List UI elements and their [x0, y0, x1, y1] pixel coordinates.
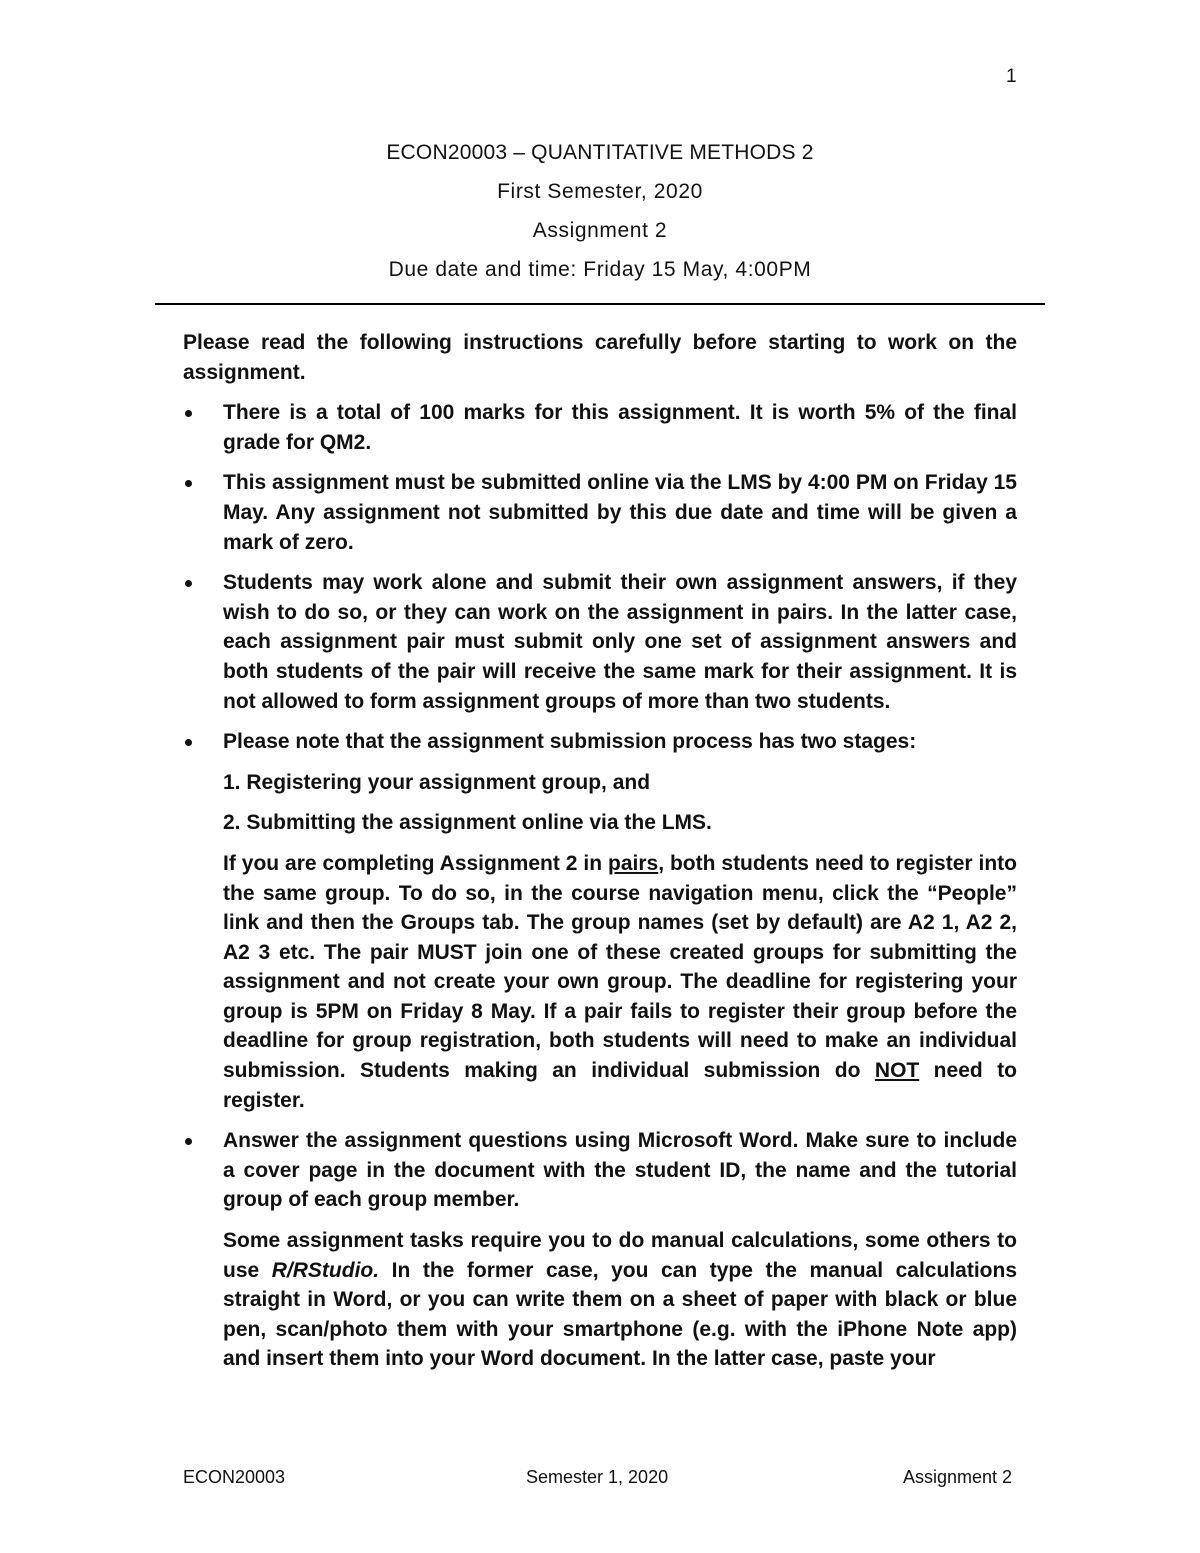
due-date-line: Due date and time: Friday 15 May, 4:00PM — [388, 258, 812, 281]
text-run: In the former case, you can type the manual calculations straight in Word, or you can write them on a sheet of paper with black or blue pen, scan/photo them with your smartphone (e.g. with the iPhone Note app) and insert them into your Word document. In the latter case, paste your — [223, 1258, 1017, 1371]
underlined-text: pairs — [608, 851, 659, 875]
bullet-text: Please note that the assignment submission process has two stages: — [223, 730, 917, 754]
list-item — [183, 727, 1017, 1115]
underlined-text: NOT — [874, 1059, 920, 1083]
header-divider — [155, 303, 1045, 305]
text-run: Some assignment tasks require you to do manual calculations, some others to use — [223, 1229, 1017, 1282]
bullet-icon — [185, 410, 192, 417]
text-run: need to register. — [223, 1059, 1017, 1112]
page-number: 1 — [1006, 66, 1017, 87]
instructions-list — [183, 398, 1017, 1374]
text-run: , both students need to register into the same group. To do so, in the course navigation menu, click the “People” link and then the Groups tab. The group names (set by default) are A2 1, A2 2, A2 3 etc. The pair MUST join one of these created groups for submitting the assignment and not create your own group. The deadline for registering your group is 5PM on Friday 8 May. If a pair fails to register their group before the deadline for group registration, both students will need to make an individual submission. Students making an individual submission do — [223, 851, 1017, 1083]
course-title: ECON20003 – QUANTITATIVE METHODS 2 — [386, 141, 814, 164]
document-header — [155, 133, 1045, 289]
bullet-text: Answer the assignment questions using Microsoft Word. Make sure to include a cover page in the document with the student ID, the name and the tutorial group of each group member. — [223, 1129, 1017, 1212]
list-item — [183, 1126, 1017, 1374]
instructions-body — [183, 328, 1017, 1385]
bullet-icon — [185, 1138, 192, 1145]
group-registration-paragraph — [223, 849, 1017, 1115]
footer-course-code: ECON20003 — [183, 1467, 286, 1487]
assignment-title: Assignment 2 — [532, 219, 668, 242]
italic-text: R/RStudio. — [271, 1258, 380, 1282]
bullet-icon — [185, 480, 192, 487]
bullet-icon — [185, 739, 192, 746]
semester-line: First Semester, 2020 — [497, 180, 703, 203]
footer-assignment: Assignment 2 — [903, 1467, 1013, 1487]
bullet-text: This assignment must be submitted online via the LMS by 4:00 PM on Friday 15 May. Any assignment not submitted by this due date and time will be given a mark of zero. — [223, 471, 1017, 554]
intro-paragraph: Please read the following instructions carefully before starting to work on the assignment. — [183, 331, 1017, 384]
list-item — [183, 468, 1017, 557]
footer-semester: Semester 1, 2020 — [526, 1467, 669, 1487]
bullet-text: There is a total of 100 marks for this assignment. It is worth 5% of the final grade for QM2. — [223, 401, 1017, 454]
stage-item: 1. Registering your assignment group, and — [223, 770, 651, 794]
stage-item: 2. Submitting the assignment online via the LMS. — [223, 811, 712, 835]
calculations-paragraph — [223, 1226, 1017, 1374]
bullet-text: Students may work alone and submit their own assignment answers, if they wish to do so, or they can work on the assignment in pairs. In the latter case, each assignment pair must submit only one set of assignment answers and both students of the pair will receive the same mark for their assignment. It is not allowed to form assignment groups of more than two students. — [223, 571, 1017, 713]
list-item — [183, 398, 1017, 457]
list-item — [183, 568, 1017, 716]
bullet-icon — [185, 580, 192, 587]
text-run: If you are completing Assignment 2 in — [223, 851, 608, 875]
